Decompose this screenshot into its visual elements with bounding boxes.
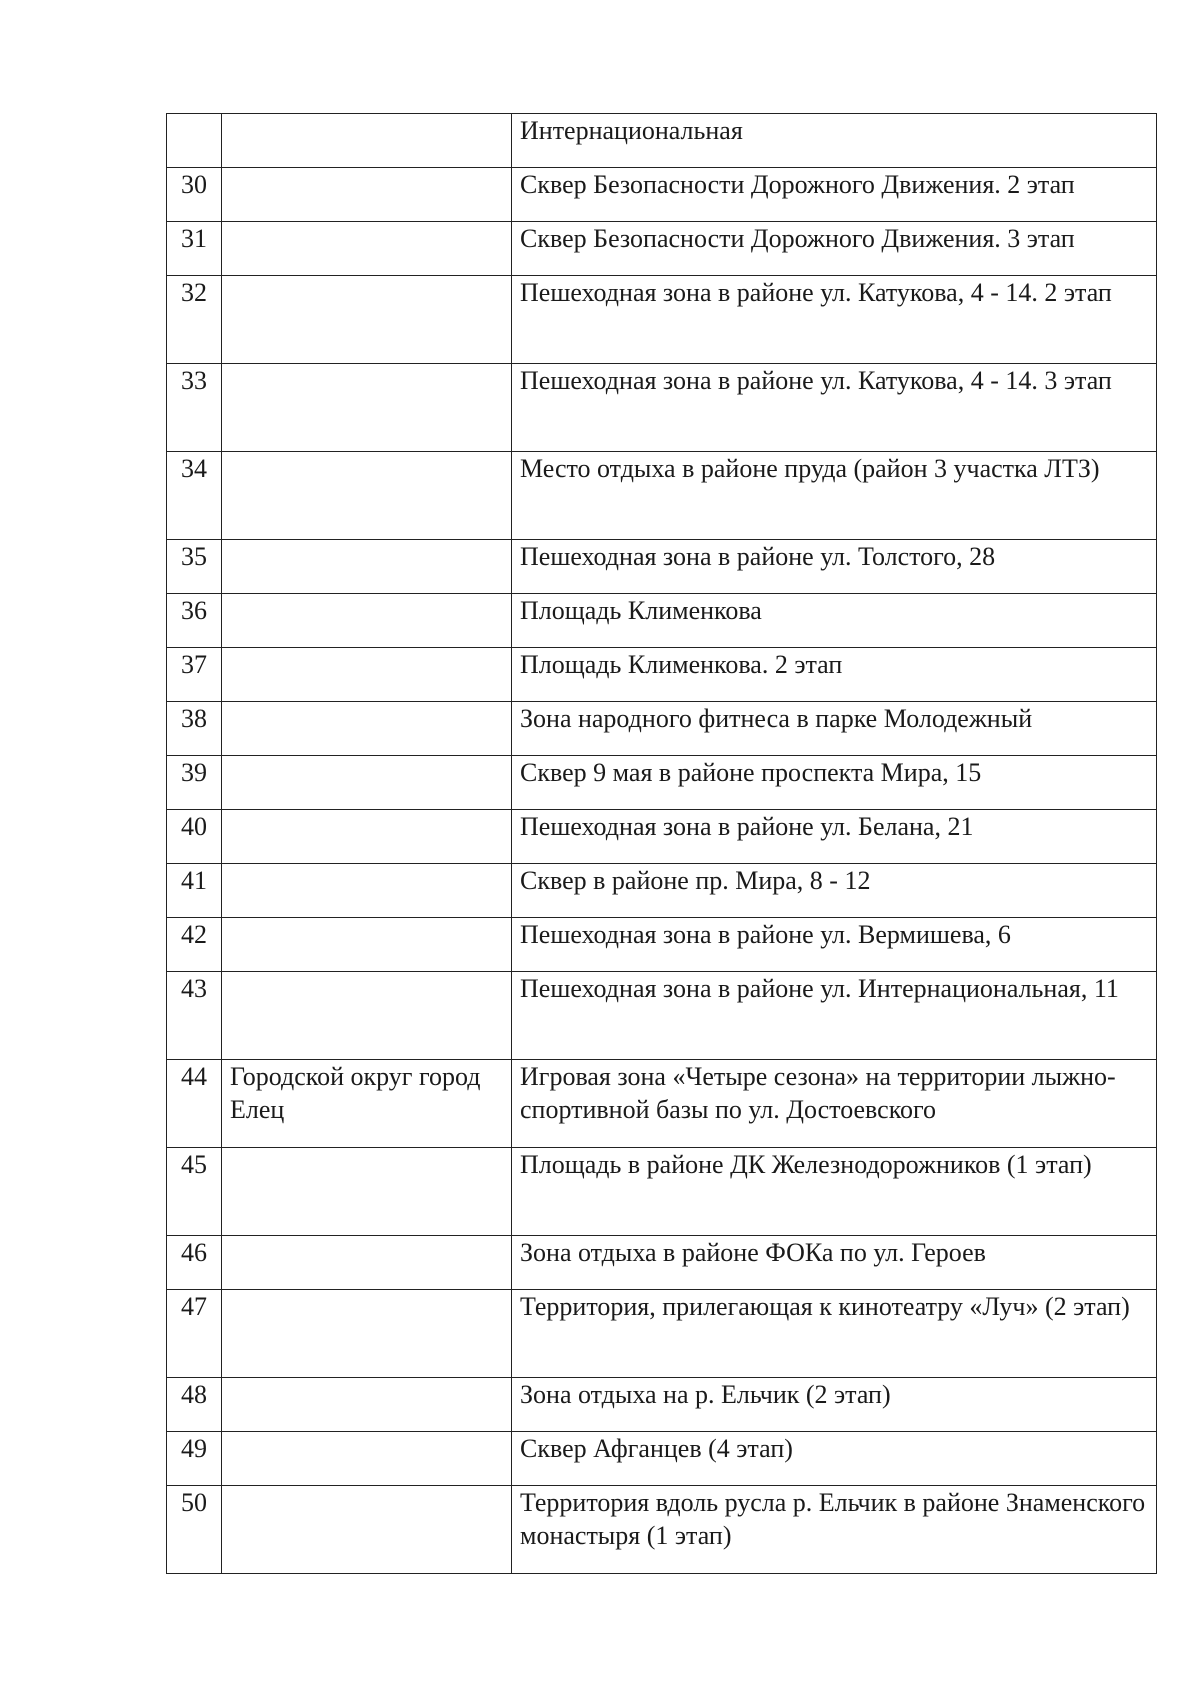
municipality-cell — [222, 276, 512, 364]
table-row — [167, 168, 1157, 222]
municipality-cell — [222, 1290, 512, 1378]
municipality-cell — [222, 168, 512, 222]
table-row — [167, 918, 1157, 972]
object-name: Пешеходная зона в районе ул. Катукова, 4 - 14. 3 этап — [512, 364, 1157, 452]
object-name: Сквер Афганцев (4 этап) — [512, 1432, 1157, 1486]
object-name: Сквер Безопасности Дорожного Движения. 2 этап — [512, 168, 1157, 222]
municipality-cell — [222, 810, 512, 864]
table-row — [167, 648, 1157, 702]
object-name: Сквер в районе пр. Мира, 8 - 12 — [512, 864, 1157, 918]
table-row — [167, 452, 1157, 540]
municipality-cell — [222, 864, 512, 918]
object-name: Игровая зона «Четыре сезона» на территории лыжно-спортивной базы по ул. Достоевского — [512, 1060, 1157, 1148]
row-number — [167, 114, 222, 168]
row-number: 35 — [167, 540, 222, 594]
row-number: 40 — [167, 810, 222, 864]
municipality-cell: Городской округ город Елец — [222, 1060, 512, 1148]
row-number: 42 — [167, 918, 222, 972]
table-row — [167, 1148, 1157, 1236]
table-row — [167, 864, 1157, 918]
object-name: Площадь в районе ДК Железнодорожников (1 этап) — [512, 1148, 1157, 1236]
row-number: 45 — [167, 1148, 222, 1236]
municipality-cell — [222, 1378, 512, 1432]
table-row — [167, 364, 1157, 452]
row-number: 50 — [167, 1486, 222, 1574]
object-name: Пешеходная зона в районе ул. Вермишева, 6 — [512, 918, 1157, 972]
object-name: Место отдыха в районе пруда (район 3 участка ЛТЗ) — [512, 452, 1157, 540]
table-row — [167, 1236, 1157, 1290]
municipality-cell — [222, 540, 512, 594]
object-name: Площадь Клименкова. 2 этап — [512, 648, 1157, 702]
municipality-cell — [222, 594, 512, 648]
object-name: Зона отдыха в районе ФОКа по ул. Героев — [512, 1236, 1157, 1290]
table-row — [167, 222, 1157, 276]
row-number: 36 — [167, 594, 222, 648]
table-row — [167, 594, 1157, 648]
row-number: 30 — [167, 168, 222, 222]
projects-table — [166, 113, 1157, 1574]
table-row — [167, 1486, 1157, 1574]
object-name: Сквер Безопасности Дорожного Движения. 3 этап — [512, 222, 1157, 276]
row-number: 37 — [167, 648, 222, 702]
municipality-cell — [222, 1486, 512, 1574]
object-name: Интернациональная — [512, 114, 1157, 168]
row-number: 49 — [167, 1432, 222, 1486]
municipality-cell — [222, 972, 512, 1060]
row-number: 48 — [167, 1378, 222, 1432]
row-number: 38 — [167, 702, 222, 756]
row-number: 33 — [167, 364, 222, 452]
table-row — [167, 540, 1157, 594]
municipality-cell — [222, 1432, 512, 1486]
object-name: Зона отдыха на р. Ельчик (2 этап) — [512, 1378, 1157, 1432]
object-name: Сквер 9 мая в районе проспекта Мира, 15 — [512, 756, 1157, 810]
object-name: Зона народного фитнеса в парке Молодежный — [512, 702, 1157, 756]
table-row — [167, 1060, 1157, 1148]
municipality-cell — [222, 222, 512, 276]
object-name: Пешеходная зона в районе ул. Катукова, 4 - 14. 2 этап — [512, 276, 1157, 364]
table-row — [167, 702, 1157, 756]
table-row — [167, 972, 1157, 1060]
object-name: Территория вдоль русла р. Ельчик в районе Знаменского монастыря (1 этап) — [512, 1486, 1157, 1574]
object-name: Территория, прилегающая к кинотеатру «Луч» (2 этап) — [512, 1290, 1157, 1378]
municipality-cell — [222, 452, 512, 540]
table-row — [167, 1378, 1157, 1432]
municipality-cell — [222, 1236, 512, 1290]
object-name: Пешеходная зона в районе ул. Белана, 21 — [512, 810, 1157, 864]
row-number: 41 — [167, 864, 222, 918]
row-number: 47 — [167, 1290, 222, 1378]
municipality-cell — [222, 756, 512, 810]
table-row — [167, 1290, 1157, 1378]
row-number: 46 — [167, 1236, 222, 1290]
table-row — [167, 756, 1157, 810]
row-number: 39 — [167, 756, 222, 810]
row-number: 32 — [167, 276, 222, 364]
table-row — [167, 114, 1157, 168]
object-name: Пешеходная зона в районе ул. Толстого, 28 — [512, 540, 1157, 594]
table-row — [167, 810, 1157, 864]
municipality-cell — [222, 918, 512, 972]
table-row — [167, 1432, 1157, 1486]
row-number: 34 — [167, 452, 222, 540]
municipality-cell — [222, 1148, 512, 1236]
table-row — [167, 276, 1157, 364]
object-name: Площадь Клименкова — [512, 594, 1157, 648]
row-number: 31 — [167, 222, 222, 276]
row-number: 43 — [167, 972, 222, 1060]
municipality-cell — [222, 114, 512, 168]
object-name: Пешеходная зона в районе ул. Интернациональная, 11 — [512, 972, 1157, 1060]
municipality-cell — [222, 702, 512, 756]
municipality-cell — [222, 648, 512, 702]
row-number: 44 — [167, 1060, 222, 1148]
municipality-cell — [222, 364, 512, 452]
